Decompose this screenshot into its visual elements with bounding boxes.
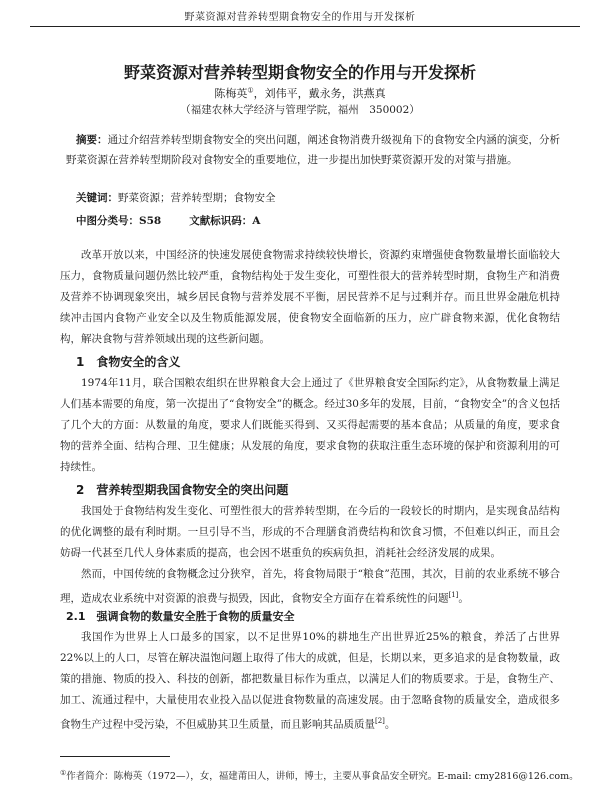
- other-authors: ，刘伟平，戴永务，洪燕真: [253, 87, 386, 100]
- header-rule: [30, 26, 580, 27]
- section-2-para-2-text: 然而，中国传统的食物概念过分狭窄，首先，将食物局限于“粮食”范围，其次，目前的农业系统不够合理，造成农业系统中对资源的浪费与损毁，因此，食物安全方面存在着系统性的问题: [60, 568, 560, 605]
- abstract: [66, 130, 560, 170]
- section-2-1-para: [60, 627, 560, 736]
- running-head: 野菜资源对营养转型期食物安全的作用与开发探析: [184, 12, 416, 23]
- footnote-mark: ①: [60, 768, 67, 777]
- author-line: [20, 85, 580, 101]
- abstract-text: 通过介绍营养转型期食物安全的突出问题，阐述食物消费升级视角下的食物安全内涵的演变，分析野菜资源在营养转型期阶段对食物安全的重要地位，进一步提出加快野菜资源开发的对策与措施。: [66, 134, 561, 166]
- section-2-para-2: [60, 564, 560, 610]
- clc-number: 中图分类号：S58: [76, 215, 162, 227]
- section-2-1-text: 我国作为世界上人口最多的国家，以不足世界10%的耕地生产出世界近25%的粮食，养活了占世界22%以上的人口，尽管在解决温饱问题上取得了伟大的成就，但是，长期以来，更多追求的是食物数量，政策的措施、物质的投入、科技的创新，都把数量目标作为重点，以满足人们的物质要求。于是，食物生产、加工、流通过程中，大量使用农业投入品以促进食物数量的高速发展。由于忽略食物的质量安全，造成很多食物生产过程中受污染，不但威胁其卫生质量，而且影响其品质质量: [60, 631, 560, 731]
- section-2-body: [60, 501, 560, 610]
- document-code: 文献标识码：A: [189, 215, 261, 227]
- intro-paragraph: [60, 245, 560, 350]
- keywords-text: 野菜资源；营养转型期；食物安全: [118, 192, 276, 204]
- affiliation: （福建农林大学经济与管理学院，福州 350002）: [180, 104, 420, 116]
- abstract-label: 摘要：: [76, 134, 108, 146]
- classification-line: [76, 213, 288, 228]
- keywords: [76, 190, 276, 205]
- section-2-1-end: 。: [384, 718, 396, 731]
- author-footnote: [60, 768, 580, 782]
- section-2-1-body: [60, 627, 560, 736]
- first-author: 陈梅英: [214, 87, 248, 100]
- citation-ref-1[interactable]: [1]: [448, 591, 459, 599]
- intro-text: 改革开放以来，中国经济的快速发展使食物需求持续较快增长，资源约束增强使食物数量增长面临较大压力，食物质量问题仍然比较严重，食物结构处于发生变化，可塑性很大的营养转型时期，食物生产和消费及营养不协调现象突出，城乡居民食物与营养发展不平衡，居民营养不足与过剩并存。而且世界金融危机持续冲击国内食物产业安全以及生物质能源发展，使食物安全面临新的压力，应广辟食物来源，优化食物结构，解决食物与营养领域出现的这些新问题。: [60, 249, 560, 345]
- section-1-text: 1974年11月，联合国粮农组织在世界粮食大会上通过了《世界粮食安全国际约定》，从食物数量上满足人们基本需要的角度，第一次提出了“食物安全”的概念。经过30多年的发展，目前，“食物安全”的含义包括了几个大的方面：从数量的角度，要求人们既能买得到、又买得起需要的基本食品；从质量的角度，要求食物的营养全面、结构合理、卫生健康；从发展的角度，要求食物的获取注重生态环境的保护和资源利用的可持续性。: [60, 377, 560, 473]
- section-2-para-2-end: 。: [458, 592, 469, 605]
- citation-ref-2[interactable]: [2]: [375, 717, 385, 725]
- footnote-rule: [60, 756, 170, 757]
- section-2-heading: 2 营养转型期我国食物安全的突出问题: [76, 483, 289, 497]
- footnote-text: 作者简介：陈梅英（1972—），女，福建莆田人，讲师，博士，主要从事食品安全研究。E-mail: cmy2816@126.com。: [66, 771, 579, 782]
- section-2-para-1: 我国处于食物结构发生变化、可塑性很大的营养转型期，在今后的一段较长的时期内，是实现食品结构的优化调整的最有利时期。一旦引导不当，形成的不合理膳食消费结构和饮食习惯，不但难以纠正，而且会妨碍一代甚至几代人身体素质的提高，也会因不堪重负的疾病负担，消耗社会经济发展的成果。: [60, 505, 560, 559]
- keywords-label: 关键词：: [76, 192, 118, 204]
- author-footnote-mark[interactable]: ①: [247, 86, 254, 95]
- section-1-body: [60, 373, 560, 478]
- section-1-heading: 1 食物安全的含义: [76, 355, 181, 369]
- section-2-1-heading: 2.1 强调食物的数量安全胜于食物的质量安全: [66, 610, 295, 623]
- paper-title: 野菜资源对营养转型期食物安全的作用与开发探析: [123, 63, 476, 82]
